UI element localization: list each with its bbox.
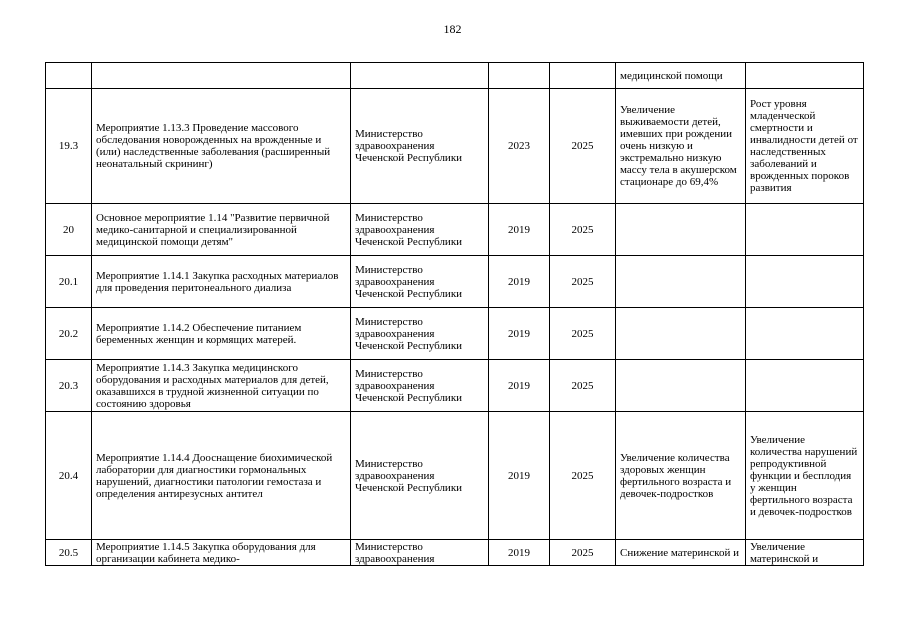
table-row — [46, 540, 864, 566]
activity-cell — [92, 63, 351, 89]
table-row — [46, 360, 864, 412]
start-year-cell: 2019 — [489, 204, 550, 256]
end-year-cell: 2025 — [550, 256, 616, 308]
table-row — [46, 63, 864, 89]
start-year-cell: 2019 — [489, 308, 550, 360]
page-number: 182 — [443, 22, 462, 36]
start-year-cell: 2023 — [489, 89, 550, 204]
row-number: 20 — [46, 204, 92, 256]
executor-cell: Министерство здравоохранения Чеченской Республики — [351, 308, 489, 360]
activity-cell: Мероприятие 1.14.5 Закупка оборудования для организации кабинета медико- — [92, 540, 351, 566]
indicator-cell — [746, 360, 864, 412]
executor-cell: Министерство здравоохранения Чеченской Республики — [351, 89, 489, 204]
result-cell: медицинской помощи — [616, 63, 746, 89]
indicator-cell — [746, 308, 864, 360]
end-year-cell: 2025 — [550, 360, 616, 412]
indicator-cell: Увеличение материнской и — [746, 540, 864, 566]
result-cell — [616, 256, 746, 308]
table-row — [46, 204, 864, 256]
end-year-cell: 2025 — [550, 540, 616, 566]
table-row — [46, 412, 864, 540]
program-activities-table — [45, 62, 864, 566]
end-year-cell: 2025 — [550, 89, 616, 204]
result-cell: Увеличение количества здоровых женщин фертильного возраста и девочек-подростков — [616, 412, 746, 540]
result-cell — [616, 204, 746, 256]
start-year-cell: 2019 — [489, 540, 550, 566]
row-number: 19.3 — [46, 89, 92, 204]
activity-cell: Мероприятие 1.14.4 Дооснащение биохимической лаборатории для диагностики гормональных нарушений, диагностики патологии гемостаза и определения антирезусных антител — [92, 412, 351, 540]
end-year-cell: 2025 — [550, 412, 616, 540]
row-number: 20.2 — [46, 308, 92, 360]
result-cell — [616, 308, 746, 360]
executor-cell: Министерство здравоохранения Чеченской Республики — [351, 360, 489, 412]
row-number — [46, 63, 92, 89]
indicator-cell — [746, 63, 864, 89]
end-year-cell — [550, 63, 616, 89]
activity-cell: Основное мероприятие 1.14 "Развитие первичной медико-санитарной и специализированной медицинской помощи детям" — [92, 204, 351, 256]
start-year-cell — [489, 63, 550, 89]
executor-cell: Министерство здравоохранения Чеченской Республики — [351, 256, 489, 308]
indicator-cell — [746, 204, 864, 256]
indicator-cell: Рост уровня младенческой смертности и инвалидности детей от наследственных заболеваний и врожденных пороков развития — [746, 89, 864, 204]
result-cell: Увеличение выживаемости детей, имевших при рождении очень низкую и экстремально низкую массу тела в акушерском стационаре до 69,4% — [616, 89, 746, 204]
executor-cell — [351, 63, 489, 89]
executor-cell: Министерство здравоохранения Чеченской Республики — [351, 204, 489, 256]
row-number: 20.5 — [46, 540, 92, 566]
row-number: 20.3 — [46, 360, 92, 412]
table-row — [46, 256, 864, 308]
indicator-cell: Увеличение количества нарушений репродуктивной функции и бесплодия у женщин фертильного возраста и девочек-подростков — [746, 412, 864, 540]
end-year-cell: 2025 — [550, 308, 616, 360]
start-year-cell: 2019 — [489, 360, 550, 412]
executor-cell: Министерство здравоохранения — [351, 540, 489, 566]
activity-cell: Мероприятие 1.14.1 Закупка расходных материалов для проведения перитонеального диализа — [92, 256, 351, 308]
activity-cell: Мероприятие 1.13.3 Проведение массового обследования новорожденных на врожденные и (или) наследственные заболевания (расширенный неонатальный скрининг) — [92, 89, 351, 204]
start-year-cell: 2019 — [489, 412, 550, 540]
indicator-cell — [746, 256, 864, 308]
end-year-cell: 2025 — [550, 204, 616, 256]
activity-cell: Мероприятие 1.14.2 Обеспечение питанием беременных женщин и кормящих матерей. — [92, 308, 351, 360]
table-row — [46, 89, 864, 204]
row-number: 20.4 — [46, 412, 92, 540]
executor-cell: Министерство здравоохранения Чеченской Республики — [351, 412, 489, 540]
table-row — [46, 308, 864, 360]
row-number: 20.1 — [46, 256, 92, 308]
start-year-cell: 2019 — [489, 256, 550, 308]
activity-cell: Мероприятие 1.14.3 Закупка медицинского оборудования и расходных материалов для детей, оказавшихся в трудной жизненной ситуации по состоянию здоровья — [92, 360, 351, 412]
result-cell — [616, 360, 746, 412]
result-cell: Снижение материнской и — [616, 540, 746, 566]
